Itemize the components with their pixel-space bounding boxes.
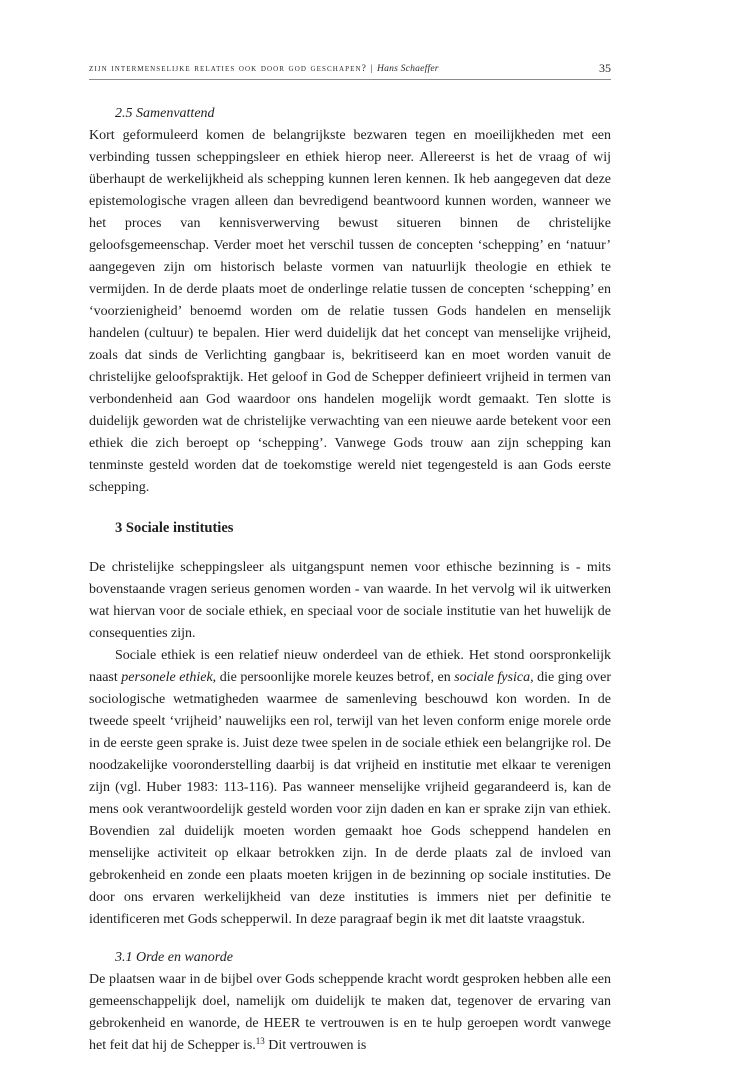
- section-heading-3: 3 Sociale instituties: [115, 520, 234, 536]
- paragraph-3-1-orde-text-a: De plaatsen waar in de bijbel over Gods scheppende kracht wordt gesproken hebben alle een gemeenschappelijk doel, namelijk om duidelijk te maken dat, tegenover de ervaring van gebrokenheid en wanorde, de HEER te vertrouwen is en te hulp geroepen wordt vanwege het feit dat hij de Schepper is.: [89, 972, 611, 1053]
- paragraph-2-5: Kort geformuleerd komen de belangrijkste bezwaren tegen en moeilijkheden met een verbinding tussen scheppingsleer en ethiek hierop neer. Allereerst is het de vraag of wij überhaupt de werkelijkheid als schepping kunnen leren kennen. Ik heb aangegeven dat deze epistemologische vragen alleen dan bevredigend beantwoord kunnen worden, wanneer we het proces van kennisverwerving bewust situeren binnen de christelijke geloofsgemeenschap. Verder moet het verschil tussen de concepten ‘schepping’ en ‘natuur’ aangegeven zijn om historisch belaste vormen van natuurlijk theologie en ethiek te vermijden. In de derde plaats moet de onderlinge relatie tussen de concepten ‘schepping’ en ‘voorzienigheid’ benoemd worden om de relatie tussen Gods handelen en menselijk handelen (cultuur) te bepalen. Hier werd duidelijk dat het concept van menselijke vrijheid, zoals dat sinds de Verlichting gangbaar is, bekritiseerd kan en moet worden vanuit de christelijke geloofspraktijk. Het geloof in God de Schepper definieert vrijheid in termen van verbondenheid aan God waardoor ons handelen mogelijk wordt gemaakt. Ten slotte is duidelijk geworden wat de christelijke verwachting van een nieuwe aarde betekent voor een ethiek die zich beroept op ‘schepping’. Vanwege Gods trouw aan zijn schepping kan tenminste gesteld worden dat de toekomstige wereld niet tegengesteld is aan Gods eerste schepping.: [89, 128, 611, 495]
- paragraph-3-2-text-c: , die ging over sociologische wetmatigheden waarmee de samenleving beschouwd kon worden. In de tweede speelt ‘vrijheid’ nauwelijks een rol, terwijl van het leven conform enige morele orde in de eerste geen sprake is. Juist deze twee spelen in de sociale ethiek een belangrijke rol. De noodzakelijke vooronderstelling daarbij is dat vrijheid en institutie met elkaar te verenigen zijn (vgl. Huber 1983: 113-116). Pas wanneer menselijke vrijheid gegarandeerd is, kan de mens ook verantwoordelijk gesteld worden voor zijn daden en kan er sprake zijn van ethiek. Bovendien zal duidelijk moeten worden gemaakt hoe Gods scheppend handelen en menselijke activiteit op elkaar betrokken zijn. In de derde plaats zal de invloed van gebrokenheid en zonde een plaats moeten krijgen in de bezinning op sociale instituties. De door ons ervaren werkelijkheid van deze instituties is immers niet per definitie te identificeren met Gods schepperwil. In deze paragraaf begin ik met dit laatste vraagstuk.: [89, 670, 612, 927]
- body-text: [89, 103, 611, 1057]
- paragraph-3-2: [89, 645, 611, 931]
- footnote-reference[interactable]: 13: [255, 1036, 265, 1046]
- term-personele-ethiek: personele ethiek: [121, 670, 213, 685]
- running-head: [89, 63, 611, 80]
- paragraph-3-2-text-a: Sociale ethiek is een relatief nieuw onderdeel van de ethiek. Het stond oorspronkelijk naast: [89, 648, 611, 685]
- subheading-3-1: 3.1 Orde en wanorde: [115, 950, 233, 965]
- running-head-separator: |: [367, 63, 378, 74]
- running-head-title: zijn intermenselijke relaties ook door god geschapen?: [89, 63, 367, 74]
- paragraph-3-1: De christelijke scheppingsleer als uitgangspunt nemen voor ethische bezinning is - mits bovenstaande vragen serieus genomen worden - van waarde. In het vervolg wil ik uitwerken wat hiervan voor de sociale ethiek, en speciaal voor de sociale institutie van het huwelijk de consequenties zijn.: [89, 560, 611, 641]
- subheading-2-5: 2.5 Samenvattend: [115, 106, 215, 121]
- paragraph-3-1-orde: [89, 969, 611, 1057]
- paragraph-3-2-text-b: , die persoonlijke morele keuzes betrof, en: [212, 670, 455, 685]
- term-sociale-fysica: sociale fysica: [454, 670, 531, 685]
- paragraph-3-1-orde-text-b: Dit vertrouwen is: [264, 1038, 367, 1053]
- page-number: 35: [599, 61, 611, 75]
- running-head-author: Hans Schaeffer: [377, 63, 439, 74]
